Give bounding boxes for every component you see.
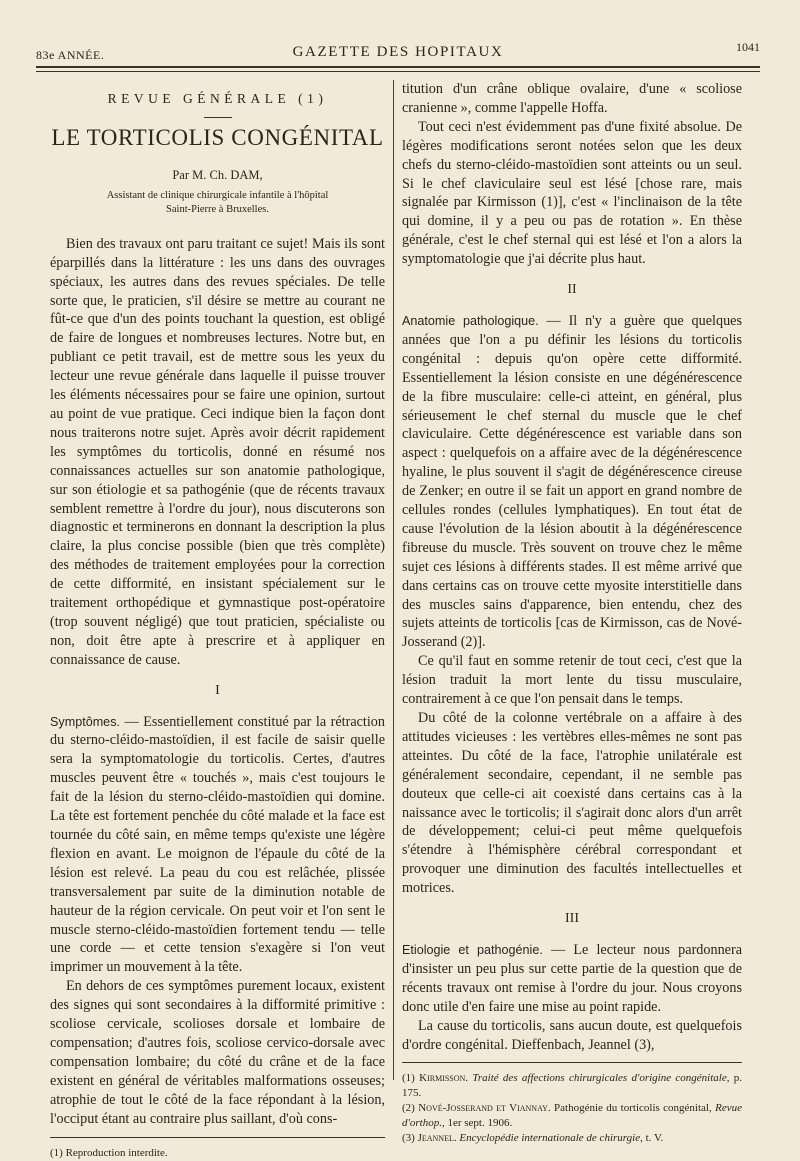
right-column [402,80,742,1146]
paragraph-retenir: Ce qu'il faut en somme retenir de tout ceci, c'est que la lésion traduit la mort lente du tissu musculaire, contrairement à ce que l'on pensait dans le temps. [402,653,742,708]
footnote-1-rest: , p. 175. [402,1072,743,1100]
footnote-1: (1) Kirmisson. Traité des affections chirurgicales d'origine congénitale, p. 175. [402,1072,743,1100]
paragraph-cause: La cause du torticolis, sans aucun doute, est quelquefois d'ordre congénital. Dieffenbach, Jeannel (3), [402,1017,742,1053]
section-number-1: I [215,682,220,698]
year-label: 83e ANNÉE. [36,48,105,62]
section-heading-etiologie: Etiologie et pathogénie. [402,942,543,957]
footnote-3-author: Jeannel. [417,1132,457,1145]
footnotes-right [402,1071,742,1146]
etiologie-paragraph [402,941,742,1017]
header-rule-thick [36,66,760,68]
footnote-2: (2) Nové-Josserand et Viannay. Pathogénie du torticolis congénital, Revue d'orthop., 1er sept. 1906. [402,1102,742,1130]
journal-title: GAZETTE DES HOPITAUX [292,44,504,60]
anatomie-text: — Il n'y a guère que quelques années que l'on a pu définir les lésions du torticolis congénital : depuis qu'on opère cette difformité. Essentiellement la lésion consiste en une dégénérescence de la fibre musculaire: celle-ci atteint, en général, plus sérieusement le chef sternal du muscle que le chef claviculaire. Cette dégénérescence est variable dans son aspect : quelquefois on a affaire avec de la dégénérescence hyaline, le plus souvent il s'agit de dégénérescence cireuse de Zenker; en outre il se fait un apport en grand nombre de cellules rondes (cellules lymphatiques). En tout état de cause l'évolution de la lésion aboutit à la dégénérescence fibreuse du muscle. Très souvent on trouve chez le même sujet ces lésions à différents stades. Il est même arrivé que dans certains cas on trouve cette myosite interstitielle dans des muscles sains d'apparence, bien entendu, chez des sujets atteints de torticolis [cas de Kirmisson, cas de Nové-Josserand (2)]. [402,312,742,651]
affiliation [50,189,385,217]
symptomes-paragraph-2: En dehors de ces symptômes purement locaux, existent des signes qui sont secondaires à la difformité primitive : scoliose cervicale, scolioses dorsale et lombaire de compensation; d'autres fois, scoliose cervico-dorsale avec compensation lombaire; du côté du crâne et de la face existent en général de véritables malformations osseuses; atrophie de tout le côté de la face répondant à la lésion, l'occiput étant au contraire plus saillant, d'où cons- [50,978,385,1127]
section-heading-symptomes: Symptômes. [50,714,120,729]
etiologie-text: — Le lecteur nous pardonnera d'insister un peu plus sur cette partie de la question que de récents travaux ont remise à l'ordre du jour. Nous croyons donc utile d'en faire une mise au point rapide. [402,941,742,1015]
affiliation-line-1: Assistant de clinique chirurgicale infantile à l'hôpital [106,189,329,201]
paragraph-chefs: Tout ceci n'est évidemment pas d'une fixité absolue. De légères modifications seront notées selon que les deux chefs du sterno-cléido-mastoïdien sont atteints ou un seul. Si le chef claviculaire seul est lésé [chose rare, mais signalée par Kirmisson (1)], c'est « l'inclinaison de la tête qui domine, il y a peu ou pas de rotation ». En thèse générale, c'est le chef sternal qui est lésé et l'on a alors la symptomatologie que j'ai décrite plus haut. [402,118,742,268]
page-number: 1041 [736,40,760,54]
rubric-title: REVUE GÉNÉRALE (1) [107,91,328,106]
left-column [50,80,385,1161]
header-rule-thin [36,71,760,72]
section-number-2: II [567,282,577,298]
section-number-3: III [565,911,579,927]
footnote-3: (3) Jeannel. Encyclopédie internationale de chirurgie, t. V. [402,1132,664,1145]
footnote-rule-right [402,1062,742,1063]
paragraph-colonne: Du côté de la colonne vertébrale on a affaire à des attitudes vicieuses : les vertèbres elles-mêmes ne sont pas atteintes. Du côté de la face, l'atrophie unilatérale est généralement secondaire, cependant, il ne semble pas douteux que celle-ci ait coexisté dans certains cas à la naissance avec le torticolis; il s'agirait donc alors d'un arrêt de développement; celui-ci peut même quelquefois s'étendre à l'hémisphère cérébral correspondant et provoquer une diminution des facultés intellectuelles et motrices. [402,710,742,897]
footnote-3-title: Encyclopédie internationale de chirurgie [459,1132,641,1145]
intro-paragraph: Bien des travaux ont paru traitant ce sujet! Mais ils sont éparpillés dans la littérature : les uns dans des ouvrages spéciaux, les autres dans des revues spéciales. De telle sorte que, le praticien, s'il désire se mettre au courant ne fût-ce que d'un des points touchant la question, est obligé de faire de longues et nombreuses lectures. Notre but, en publiant ce petit travail, est de mettre sous les yeux du lecteur une revue générale dans laquelle il puisse trouver les éléments nécessaires pour se faire une opinion, surtout au point de vue pratique. Ceci indique bien la façon dont nous traiterons notre sujet. Après avoir décrit rapidement les symptômes du torticolis, donné en résumé nos connaissances actuelles sur son anatomie pathologique, sur son étiologie et sa pathogénie (que de récents travaux semblent remettre à l'ordre du jour), nous discuterons son diagnostic et terminerons en donnant la description la plus claire, la plus concise possible (bien que très complète) des méthodes de traitement employées pour la correction de cette difformité, en insistant spécialement sur le traitement orthopédique et gymnastique post-opératoire (trop souvent négligé) que tout praticien, spécialiste ou non, doit être apte à prescrire et à appliquer en connaissance de cause. [50,235,385,668]
article-title: LE TORTICOLIS CONGÉNITAL [51,124,384,150]
author-line: Par M. Ch. DAM, [172,167,263,182]
footnote-left: (1) Reproduction interdite. [50,1146,168,1159]
short-rule [204,117,232,118]
symptomes-text: — Essentiellement constitué par la rétraction du sterno-cléido-mastoïdien, il est facile de saisir quelle sera la symptomatologie du torticolis. Certes, d'autres muscles peuvent être « touchés », mais c'est toujours le fait de la lésion du sterno-cléido-mastoïdien qui domine. La tête est fortement penchée du côté malade et la face est tournée du côté sain, en même temps qu'existe une légère flexion en avant. Le moignon de l'épaule du côté de la lésion est relevé. La peau du cou est relâchée, plissée transversalement par suite de la diminution notable de hauteur de la région cervicale. On peut voir et l'on sent le muscle sterno-cléido-mastoïdien fortement tendu — telle une corde — et cette tension s'exagère si l'on veut imprimer un mouvement à la tête. [50,713,385,976]
footnote-2-text: Pathogénie du torticolis congénital, [550,1102,716,1115]
footnote-2-rest: , 1er sept. 1906. [441,1117,513,1130]
footnote-rule [50,1137,385,1138]
section-heading-anatomie: Anatomie pathologique. [402,313,539,328]
affiliation-line-2: Saint-Pierre à Bruxelles. [166,203,269,215]
symptomes-paragraph [50,713,385,978]
footnote-1-title: Traité des affections chirurgicales d'origine congénitale [472,1072,727,1085]
page-header [36,40,760,64]
anatomie-paragraph [402,312,742,652]
footnote-2-journal: Revue d'orthop. [402,1102,742,1130]
footnote-1-author: Kirmisson. [419,1072,469,1085]
column-divider [393,80,394,1080]
footnote-2-author: Nové-Josserand et Viannay. [418,1102,551,1115]
paragraph-continuation: titution d'un crâne oblique ovalaire, d'une « scoliose cranienne », comme l'appelle Hoffa. [402,81,742,116]
footnote-3-rest: , t. V. [640,1132,664,1145]
